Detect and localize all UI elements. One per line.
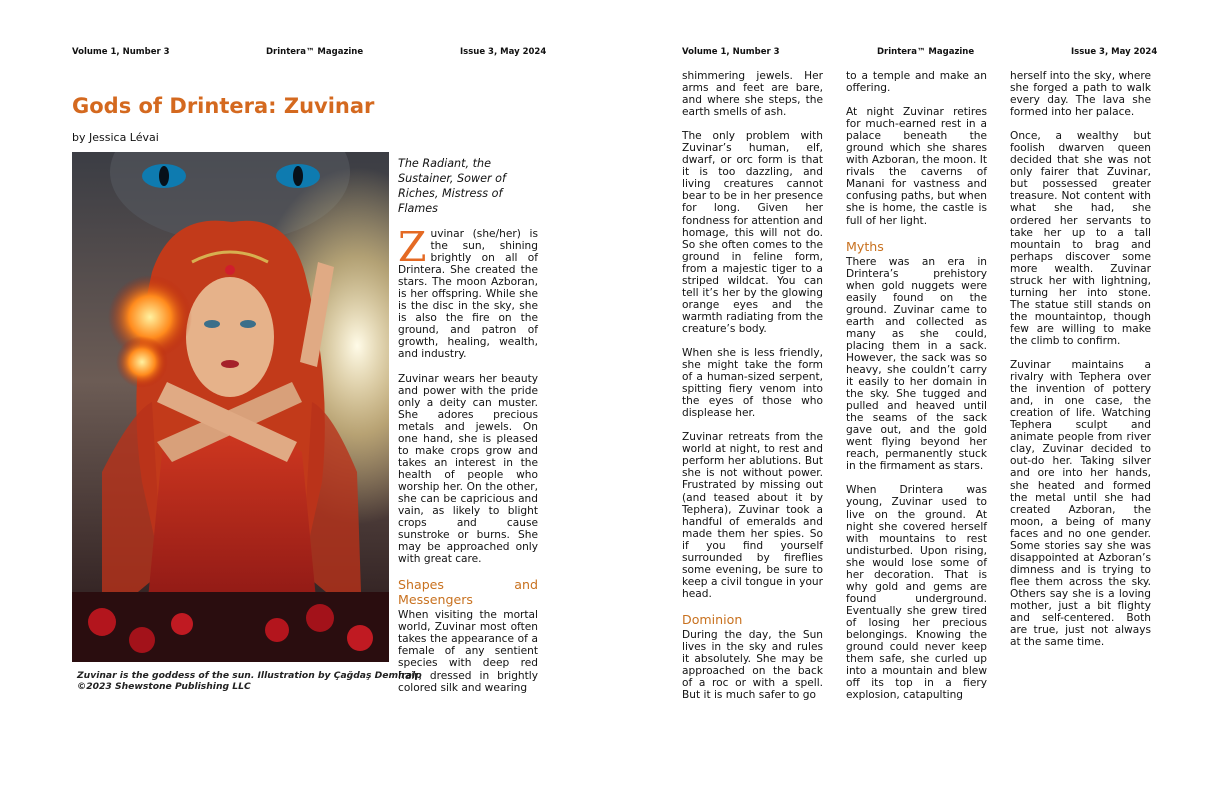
header-magazine: Drintera™ Magazine	[877, 47, 975, 57]
right-page	[612, 0, 1224, 792]
paragraph: During the day, the Sun lives in the sky and rules it absolutely. She may be approached on the back of a roc or with a spell. But it is much safer to go	[682, 628, 823, 702]
right-column-3	[1010, 70, 1151, 660]
header-issue: Issue 3, May 2024	[460, 47, 547, 57]
heading-shapes-and-messengers: Shapes and Messengers	[398, 577, 538, 608]
header-volume: Volume 1, Number 3	[682, 47, 780, 57]
right-column-1	[682, 70, 823, 713]
caption-line-1: Zuvinar is the goddess of the sun. Illustration by Çağdaş Demiralp	[77, 670, 422, 681]
header-volume: Volume 1, Number 3	[72, 47, 170, 57]
illustration-caption	[77, 670, 422, 692]
header-magazine: Drintera™ Magazine	[266, 47, 364, 57]
article-title: Gods of Drintera: Zuvinar	[72, 94, 375, 118]
paragraph: At night Zuvinar retires for much-earned rest in a palace beneath the ground which she shares with Azboran, the moon. It rivals the caverns of Manani for vastness and confusing paths, but when she is home, the castle is full of her light.	[846, 106, 987, 227]
paragraph: When visiting the mortal world, Zuvinar most often takes the appearance of a female of any sentient species with deep red hair, dressed in brightly colored silk and wearing	[398, 609, 538, 694]
paragraph: There was an era in Drintera’s prehistory when gold nuggets were easily found on the ground. Zuvinar came to earth and collected as many as she could, placing them in a sack. However, the sack was so heavy, she couldn’t carry it easily to her domain in the sky. She tugged and pulled and heaved until the seams of the sack gave out, and the gold went flying beyond her reach, permanently stuck in the firmament as stars.	[846, 255, 987, 473]
drop-cap: Z	[398, 223, 427, 271]
epigraph: The Radiant, the Sustainer, Sower of Riches, Mistress of Flames	[398, 157, 506, 215]
header-issue: Issue 3, May 2024	[1071, 47, 1158, 57]
paragraph: When she is less friendly, she might take the form of a human-sized serpent, spitting fiery venom into the eyes of those who displease her.	[682, 346, 823, 420]
byline: by Jessica Lévai	[72, 131, 159, 144]
paragraph: to a temple and make an offering.	[846, 70, 987, 95]
left-text-column	[398, 156, 538, 706]
caption-line-2: ©2023 Shewstone Publishing LLC	[77, 681, 251, 692]
sun-goddess-illustration	[72, 152, 389, 662]
paragraph: Zuvinar wears her beauty and power with the pride only a deity can muster. She adores precious metals and jewels. On one hand, she is pleased to make crops grow and takes an interest in the health of people who worship her. On the other, she can be capricious and vain, as likely to blight crops and cause sunstroke or burns. She may be approached only with great care.	[398, 372, 538, 566]
paragraph: The only problem with Zuvinar’s human, elf, dwarf, or orc form is that it is too dazzling, and living creatures cannot bear to be in her presence for long. Given her fondness for attention and homage, this will not do. So she often comes to the ground in feline form, from a majestic tiger to a striped wildcat. You can tell it’s her by the glowing orange eyes and the warmth radiating from the creature’s body.	[682, 130, 823, 335]
heading-myths: Myths	[846, 238, 884, 254]
heading-dominion: Dominion	[682, 611, 743, 627]
paragraph: Zuvinar maintains a rivalry with Tephera over the invention of pottery and, in one case, the creation of life. Watching Tephera sculpt and animate people from river clay, Zuvinar decided to out-do her. Taking silver and ore into her hands, she heated and formed the metal until she had created Azboran, the moon, a being of many faces and no one gender. Some stories say she was disappointed at Azboran’s dimness and is trying to flee them across the sky. Others say she is a loving mother, just a bit flighty and self-centered. Both are true, just not always at the same time.	[1010, 359, 1151, 649]
paragraph: shimmering jewels. Her arms and feet are bare, and where she steps, the earth smells of ash.	[682, 70, 823, 119]
paragraph: Zuvinar retreats from the world at night, to rest and perform her ablutions. But she is not without power. Frustrated by missing out (and teased about it by Tephera), Zuvinar took a handful of emeralds and made them her spies. So if you find yourself surrounded by fireflies some evening, be sure to keep a civil tongue in your head.	[682, 431, 823, 600]
paragraph: Once, a wealthy but foolish dwarven queen decided that she was not only fairer that Zuvinar, but possessed greater treasure. Not content with what she had, she ordered her servants to take her up to a tall mountain to brag and perhaps discover some more wealth. Zuvinar struck her with lightning, turning her into stone. The statue still stands on the mountaintop, though few are willing to make the climb to confirm.	[1010, 130, 1151, 347]
paragraph: When Drintera was young, Zuvinar used to live on the ground. At night she covered herself with mountains to rest undisturbed. Upon rising, she would lose some of her decoration. That is why gold and gems are found underground. Eventually she grew tired of losing her precious belongings. Knowing the ground could never keep them safe, she curled up into a mountain and blew off its top in a fiery explosion, catapulting	[846, 484, 987, 702]
paragraph: herself into the sky, where she forged a path to walk every day. The lava she formed into her palace.	[1010, 70, 1151, 119]
intro-paragraph: Zuvinar (she/her) is the sun, shining brightly on all of Drintera. She created the stars. The moon Azboran, is her offspring. While she is the disc in the sky, she is also the fire on the ground, and patron of growth, healing, wealth, and industry.	[398, 223, 538, 361]
right-column-2	[846, 70, 987, 713]
